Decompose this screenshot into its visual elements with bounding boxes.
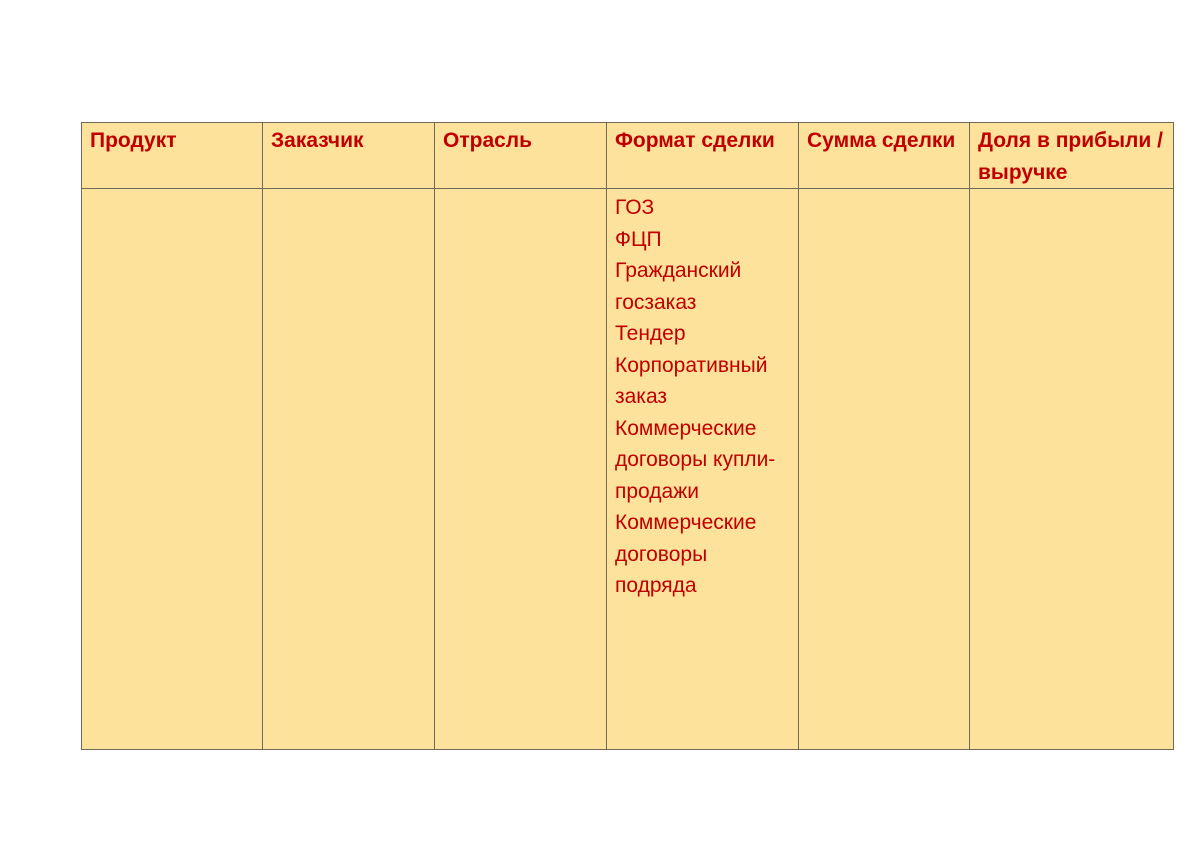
cell-deal-amount — [799, 189, 970, 750]
header-profit-share: Доля в прибыли / выручке — [970, 123, 1174, 189]
header-product: Продукт — [82, 123, 263, 189]
cell-deal-format — [607, 189, 799, 750]
deal-format-item: Гражданский госзаказ — [615, 259, 742, 314]
header-customer: Заказчик — [263, 123, 435, 189]
header-deal-format: Формат сделки — [607, 123, 799, 189]
header-deal-amount: Сумма сделки — [799, 123, 970, 189]
cell-profit-share — [970, 189, 1174, 750]
header-industry: Отрасль — [435, 123, 607, 189]
cell-customer — [263, 189, 435, 750]
deal-format-item: ФЦП — [615, 227, 662, 251]
deal-format-item: Коммерческие договоры подряда — [615, 511, 757, 597]
table-row — [82, 189, 1174, 750]
deal-format-item: Коммерческие договоры купли-продажи — [615, 416, 776, 503]
deal-format-item: Корпоративный заказ — [615, 353, 768, 408]
deal-format-item: ГОЗ — [615, 196, 655, 219]
deal-table — [81, 122, 1174, 750]
header-row — [82, 123, 1174, 189]
cell-industry — [435, 189, 607, 750]
cell-product — [82, 189, 263, 750]
deal-format-item: Тендер — [615, 322, 686, 345]
